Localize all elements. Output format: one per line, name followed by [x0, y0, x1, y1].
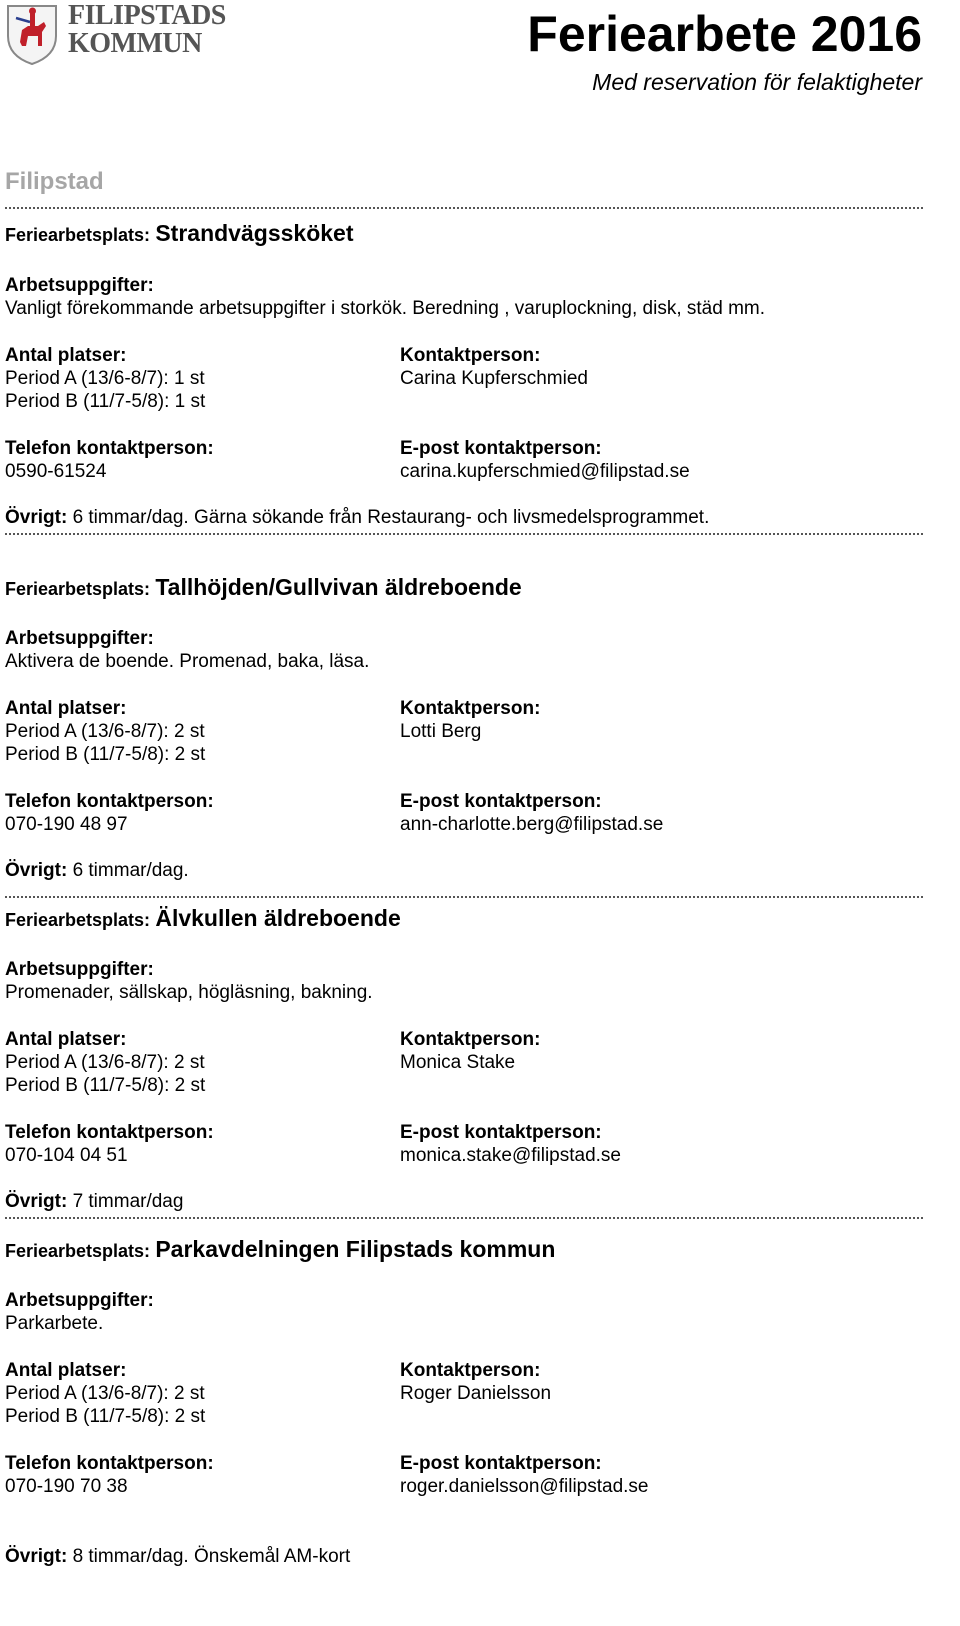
period-a: Period A (13/6-8/7): 2 st [5, 721, 205, 742]
workplace-heading [5, 1238, 555, 1263]
tasks-label: Arbetsuppgifter: [5, 275, 154, 296]
page-title: Feriearbete 2016 [527, 6, 922, 62]
coat-of-arms-icon [4, 2, 60, 66]
period-a: Period A (13/6-8/7): 1 st [5, 368, 205, 389]
page-subtitle: Med reservation för felaktigheter [592, 69, 922, 95]
phone-number: 070-190 48 97 [5, 814, 128, 835]
other-info [5, 1545, 350, 1568]
other-label: Övrigt: [5, 1191, 68, 1212]
tasks-label: Arbetsuppgifter: [5, 959, 154, 980]
phone-number: 070-190 70 38 [5, 1476, 128, 1497]
workplace-heading [5, 222, 353, 247]
other-label: Övrigt: [5, 1546, 68, 1567]
section-divider [5, 1217, 923, 1219]
period-a: Period A (13/6-8/7): 2 st [5, 1052, 205, 1073]
tasks-text: Aktivera de boende. Promenad, baka, läsa. [5, 651, 370, 672]
phone-label: Telefon kontaktperson: [5, 1453, 214, 1474]
email-label: E-post kontaktperson: [400, 1453, 602, 1474]
spots-label: Antal platser: [5, 345, 127, 366]
page-header [0, 0, 960, 120]
period-b: Period B (11/7-5/8): 2 st [5, 744, 206, 765]
contact-label: Kontaktperson: [400, 1029, 541, 1050]
phone-number: 070-104 04 51 [5, 1145, 128, 1166]
workplace-name: Parkavdelningen Filipstads kommun [155, 1236, 556, 1262]
workplace-name: Tallhöjden/Gullvivan äldreboende [155, 574, 522, 600]
workplace-label: Feriearbetsplats: [5, 910, 151, 930]
workplace-heading [5, 576, 522, 601]
email-address: carina.kupferschmied@filipstad.se [400, 461, 690, 482]
email-address: roger.danielsson@filipstad.se [400, 1476, 649, 1497]
period-a: Period A (13/6-8/7): 2 st [5, 1383, 205, 1404]
other-info [5, 859, 189, 882]
other-text: 8 timmar/dag. Önskemål AM-kort [72, 1546, 351, 1567]
other-label: Övrigt: [5, 507, 68, 528]
period-b: Period B (11/7-5/8): 2 st [5, 1075, 206, 1096]
logo-wordmark [68, 2, 226, 58]
email-label: E-post kontaktperson: [400, 438, 602, 459]
spots-label: Antal platser: [5, 698, 127, 719]
contact-name: Roger Danielsson [400, 1383, 552, 1404]
tasks-label: Arbetsuppgifter: [5, 1290, 154, 1311]
email-label: E-post kontaktperson: [400, 1122, 602, 1143]
contact-name: Carina Kupferschmied [400, 368, 588, 389]
section-divider [5, 896, 923, 898]
other-text: 6 timmar/dag. Gärna sökande från Restaurang- och livsmedelsprogrammet. [72, 507, 710, 528]
other-info [5, 506, 709, 529]
email-address: ann-charlotte.berg@filipstad.se [400, 814, 664, 835]
municipality-logo [4, 2, 234, 70]
period-b: Period B (11/7-5/8): 1 st [5, 391, 206, 412]
workplace-label: Feriearbetsplats: [5, 1241, 151, 1261]
spots-label: Antal platser: [5, 1360, 127, 1381]
location-heading: Filipstad [5, 168, 104, 195]
logo-line-1: FILIPSTADS [68, 0, 226, 31]
phone-label: Telefon kontaktperson: [5, 791, 214, 812]
contact-label: Kontaktperson: [400, 1360, 541, 1381]
contact-label: Kontaktperson: [400, 345, 541, 366]
contact-name: Monica Stake [400, 1052, 516, 1073]
spots-label: Antal platser: [5, 1029, 127, 1050]
email-label: E-post kontaktperson: [400, 791, 602, 812]
workplace-label: Feriearbetsplats: [5, 579, 151, 599]
other-label: Övrigt: [5, 860, 68, 881]
phone-label: Telefon kontaktperson: [5, 1122, 214, 1143]
tasks-text: Parkarbete. [5, 1313, 104, 1334]
section-divider [5, 207, 923, 209]
workplace-label: Feriearbetsplats: [5, 225, 151, 245]
tasks-label: Arbetsuppgifter: [5, 628, 154, 649]
contact-name: Lotti Berg [400, 721, 482, 742]
tasks-text: Vanligt förekommande arbetsuppgifter i storkök. Beredning , varuplockning, disk, städ mm. [5, 298, 766, 319]
other-info [5, 1190, 183, 1213]
period-b: Period B (11/7-5/8): 2 st [5, 1406, 206, 1427]
tasks-text: Promenader, sällskap, högläsning, bakning. [5, 982, 373, 1003]
contact-label: Kontaktperson: [400, 698, 541, 719]
section-divider [5, 533, 923, 535]
other-text: 7 timmar/dag [72, 1191, 184, 1212]
phone-label: Telefon kontaktperson: [5, 438, 214, 459]
other-text: 6 timmar/dag. [72, 860, 189, 881]
workplace-name: Strandvägssköket [155, 220, 354, 246]
email-address: monica.stake@filipstad.se [400, 1145, 621, 1166]
logo-line-2: KOMMUN [68, 28, 202, 59]
workplace-heading [5, 907, 401, 932]
workplace-name: Älvkullen äldreboende [155, 905, 401, 931]
phone-number: 0590-61524 [5, 461, 107, 482]
